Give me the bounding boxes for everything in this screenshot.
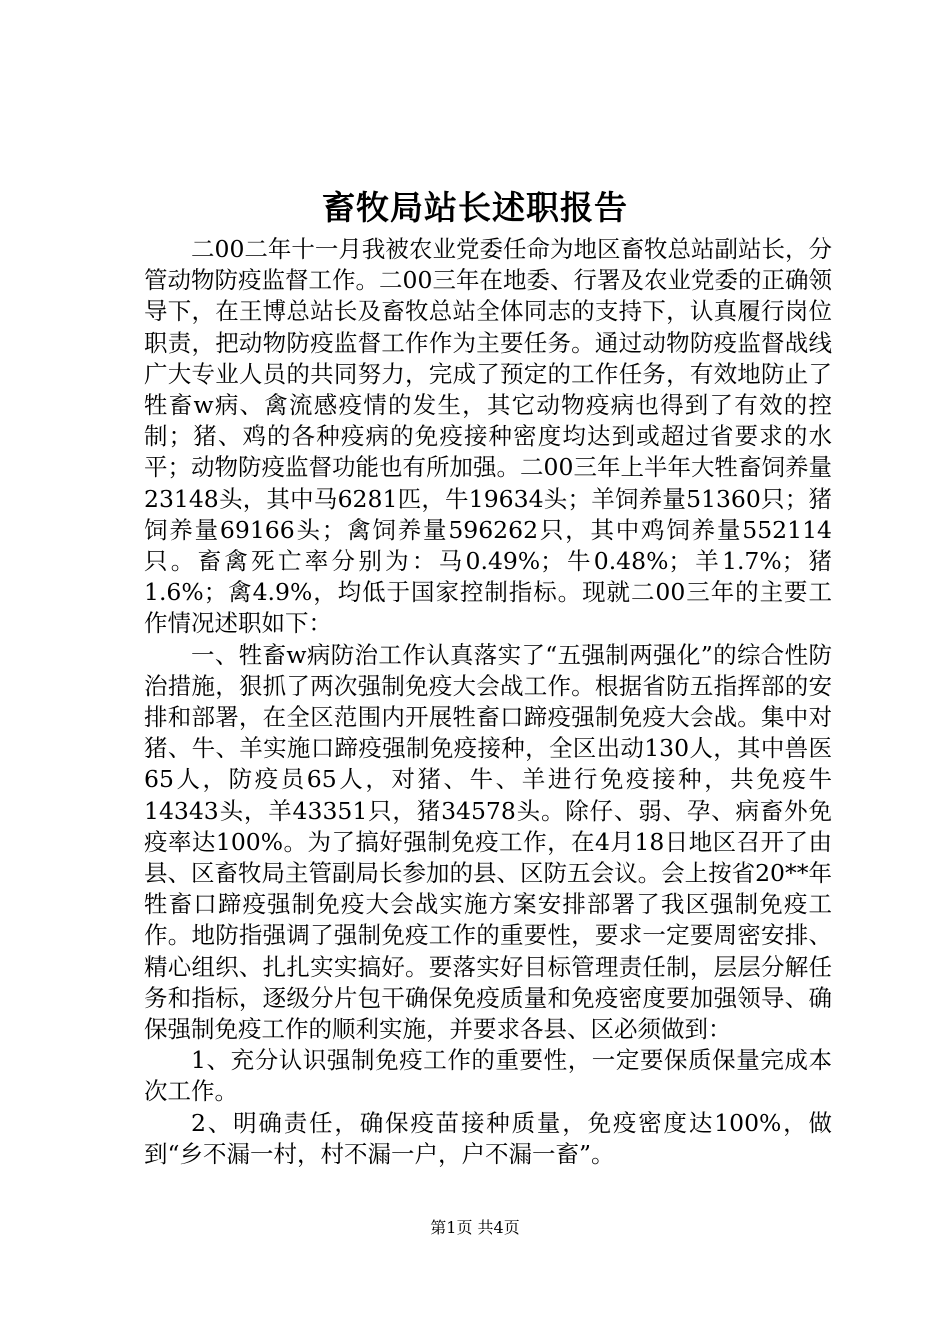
document-title: 畜牧局站长述职报告 [322, 188, 628, 227]
paragraph-intro: 二00二年十一月我被农业党委任命为地区畜牧总站副站长，分管动物防疫监督工作。二00三年在地委、行署及农业党委的正确领导下，在王博总站长及畜牧总站全体同志的支持下，认真履行岗位职责，把动物防疫监督工作作为主要任务。通过动物防疫监督战线广大专业人员的共同努力，完成了预定的工作任务，有效地防止了牲畜w病、禽流感疫情的发生，其它动物疫病也得到了有效的控制；猪、鸡的各种疫病的免疫接种密度均达到或超过省要求的水平；动物防疫监督功能也有所加强。二00三年上半年大牲畜饲养量23148头，其中马6281匹，牛19634头；羊饲养量51360只；猪饲养量69166头；禽饲养量596262只，其中鸡饲养量552114只。畜禽死亡率分别为：马0.49%；牛0.48%；羊1.7%；猪1.6%；禽4.9%，均低于国家控制指标。现就二00三年的主要工作情况述职如下： [144, 235, 832, 638]
paragraph-item-two: 2、明确责任，确保疫苗接种质量，免疫密度达100%，做到“乡不漏一村，村不漏一户，户不漏一畜”。 [144, 1108, 832, 1168]
document-body [144, 234, 832, 1170]
page-footer: 第1页 共4页 [430, 1218, 520, 1237]
paragraph-item-one: 1、充分认识强制免疫工作的重要性，一定要保质保量完成本次工作。 [144, 1046, 832, 1106]
paragraph-section-one: 一、牲畜w病防治工作认真落实了“五强制两强化”的综合性防治措施，狠抓了两次强制免疫大会战工作。根据省防五指挥部的安排和部署，在全区范围内开展牲畜口蹄疫强制免疫大会战。集中对猪、牛、羊实施口蹄疫强制免疫接种，全区出动130人，其中兽医65人，防疫员65人，对猪、牛、羊进行免疫接种，共免疫牛14343头，羊43351只，猪34578头。除仔、弱、孕、病畜外免疫率达100%。为了搞好强制免疫工作，在4月18日地区召开了由县、区畜牧局主管副局长参加的县、区防五会议。会上按省20**年牲畜口蹄疫强制免疫大会战实施方案安排部署了我区强制免疫工作。地防指强调了强制免疫工作的重要性，要求一定要周密安排、精心组织、扎扎实实搞好。要落实好目标管理责任制，层层分解任务和指标，逐级分片包干确保免疫质量和免疫密度要加强领导、确保强制免疫工作的顺利实施，并要求各县、区必须做到： [144, 640, 832, 1044]
